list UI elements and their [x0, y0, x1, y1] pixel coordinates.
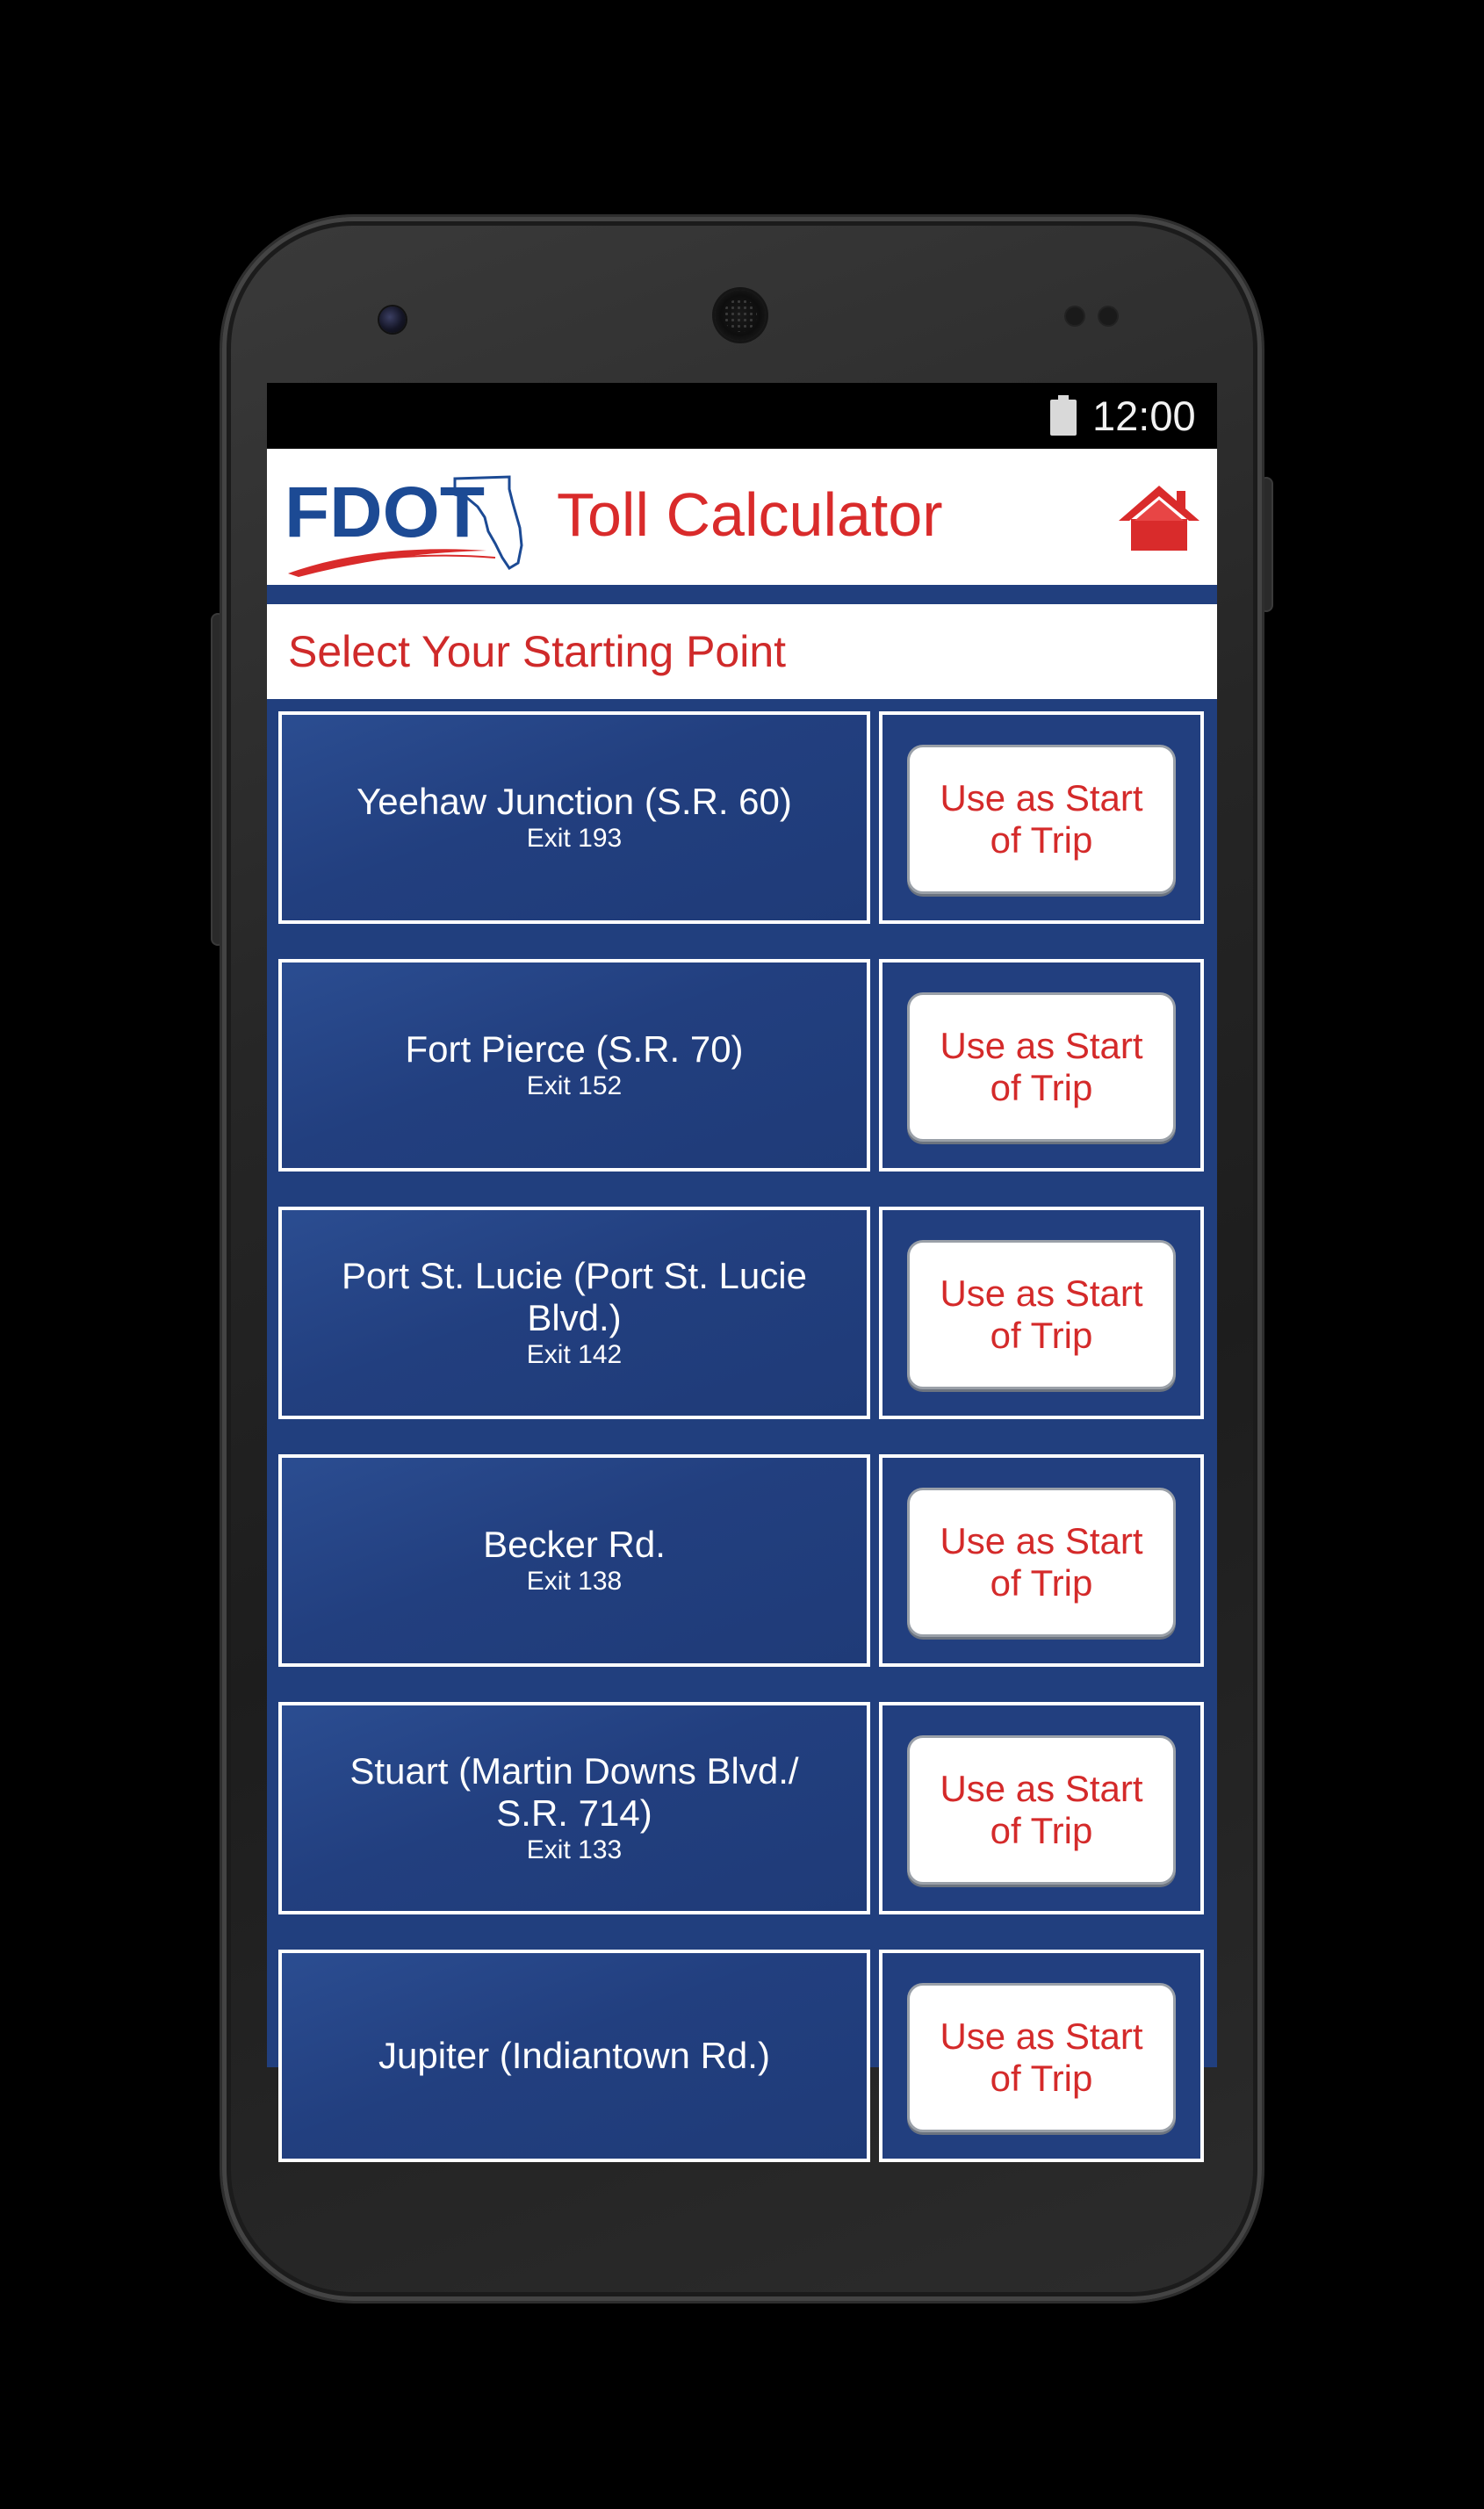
- app-title: Toll Calculator: [557, 480, 943, 549]
- exit-name: Stuart (Martin Downs Blvd./ S.R. 714): [349, 1750, 799, 1834]
- exit-action-cell: [879, 1454, 1204, 1667]
- status-time: 12:00: [1092, 393, 1196, 439]
- exit-action-cell: [879, 711, 1204, 924]
- exit-number: Exit 193: [526, 824, 623, 853]
- exit-name: Becker Rd.: [483, 1524, 666, 1565]
- exit-info-cell: [278, 1454, 870, 1667]
- exit-action-cell: [879, 1702, 1204, 1914]
- use-as-start-button[interactable]: Use as Start of Trip: [907, 1488, 1176, 1637]
- list-item: [267, 947, 1217, 1166]
- exit-name: Fort Pierce (S.R. 70): [405, 1028, 744, 1070]
- exit-action-cell: [879, 959, 1204, 1172]
- battery-full-icon: [1050, 395, 1077, 436]
- exit-info-cell: [278, 1950, 870, 2162]
- exit-info-cell: [278, 1702, 870, 1914]
- exit-number: Exit 138: [526, 1567, 623, 1596]
- exit-name: Yeehaw Junction (S.R. 60): [357, 781, 792, 822]
- list-item: [267, 1937, 1217, 2157]
- exit-action-cell: [879, 1950, 1204, 2162]
- home-icon[interactable]: [1117, 484, 1201, 552]
- use-as-start-button[interactable]: Use as Start of Trip: [907, 1735, 1176, 1885]
- page-subtitle: Select Your Starting Point: [288, 627, 787, 676]
- earpiece-speaker-icon: [715, 290, 766, 341]
- exit-number: Exit 142: [526, 1340, 623, 1369]
- power-button[interactable]: [1261, 479, 1271, 610]
- front-camera-icon: [379, 306, 406, 333]
- use-as-start-button[interactable]: Use as Start of Trip: [907, 992, 1176, 1142]
- list-item: [267, 1194, 1217, 1414]
- exit-info-cell: [278, 711, 870, 924]
- list-item: [267, 1442, 1217, 1662]
- use-as-start-button[interactable]: Use as Start of Trip: [907, 1240, 1176, 1389]
- fdot-logo-text: FDOT: [285, 472, 485, 552]
- subtitle-bar: [267, 604, 1217, 699]
- exit-list[interactable]: [267, 699, 1217, 2099]
- exit-name: Jupiter (Indiantown Rd.): [378, 2035, 770, 2076]
- exit-name: Port St. Lucie (Port St. Lucie Blvd.): [342, 1255, 807, 1338]
- proximity-sensor-icon: [1066, 307, 1084, 325]
- exit-number: Exit 133: [526, 1835, 623, 1864]
- header-divider: [267, 585, 1217, 604]
- light-sensor-icon: [1099, 307, 1117, 325]
- exit-action-cell: [879, 1207, 1204, 1419]
- exit-number: Exit 152: [526, 1071, 623, 1100]
- exit-info-cell: [278, 959, 870, 1172]
- use-as-start-button[interactable]: Use as Start of Trip: [907, 745, 1176, 894]
- exit-info-cell: [278, 1207, 870, 1419]
- status-bar: [267, 383, 1217, 449]
- app-header: [267, 449, 1217, 585]
- app-screen: [267, 383, 1217, 2099]
- use-as-start-button[interactable]: Use as Start of Trip: [907, 1983, 1176, 2132]
- list-item: [267, 1690, 1217, 1909]
- fdot-logo: [279, 459, 520, 578]
- list-item: [267, 699, 1217, 919]
